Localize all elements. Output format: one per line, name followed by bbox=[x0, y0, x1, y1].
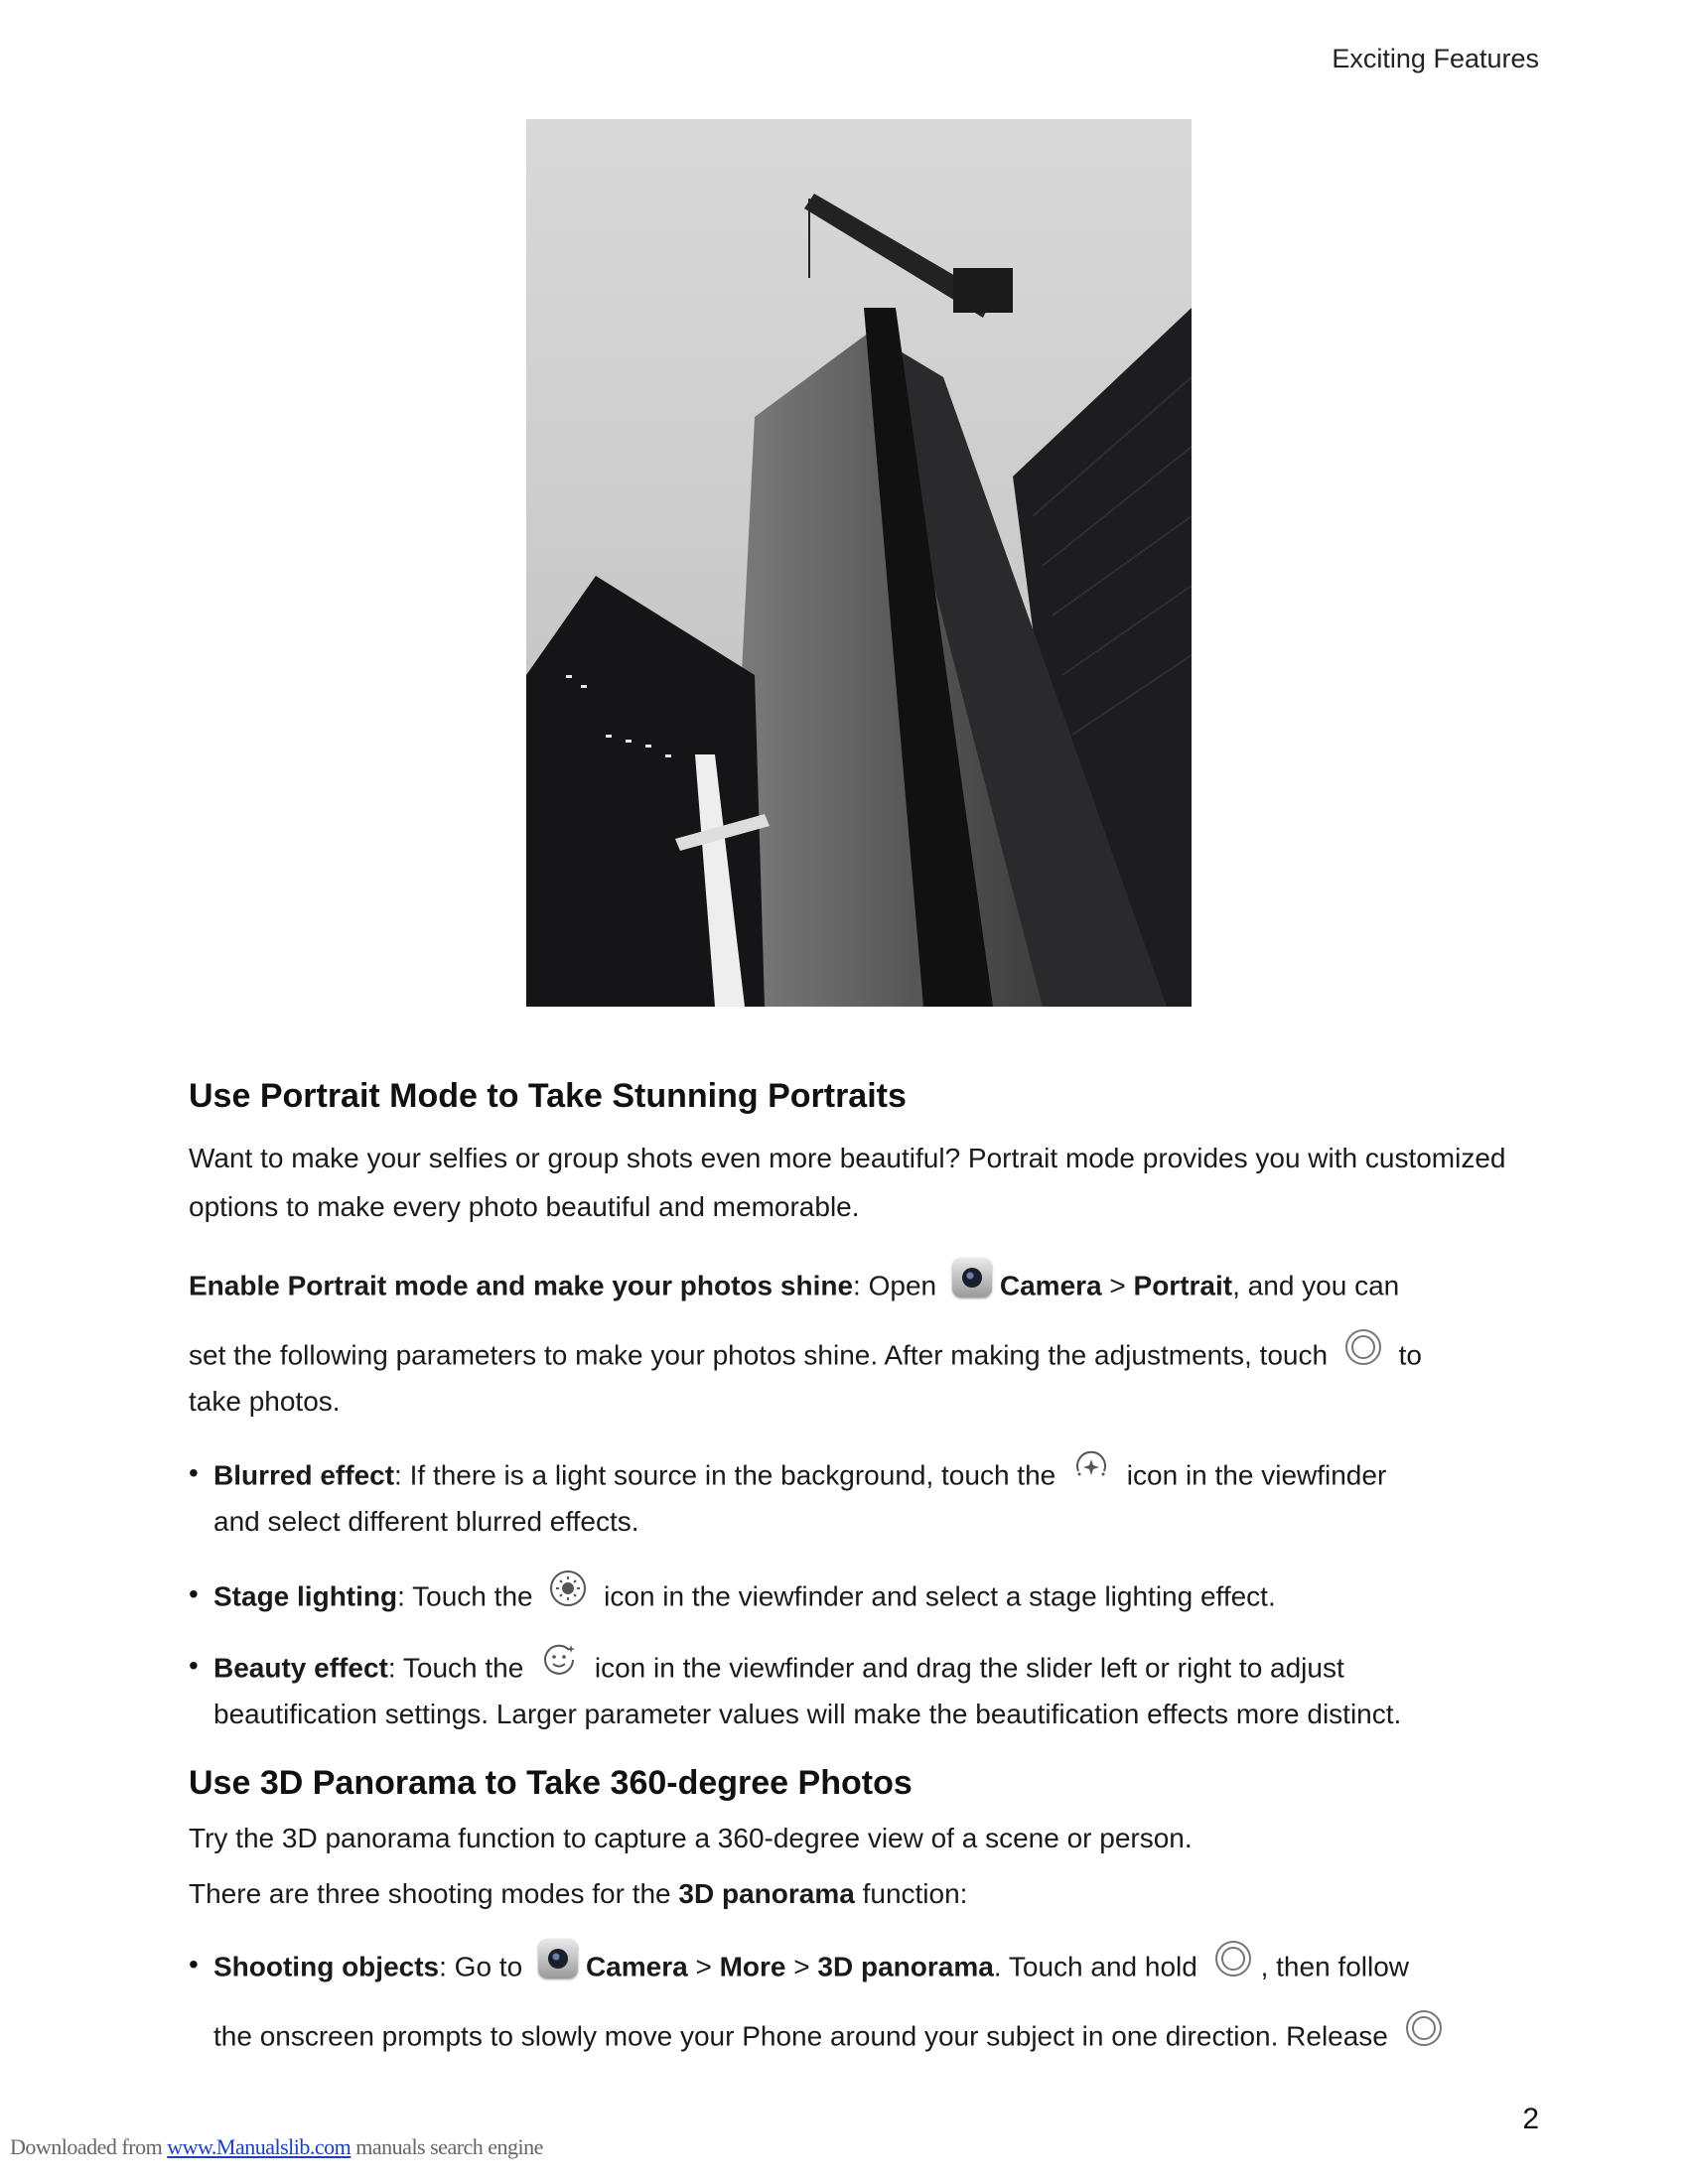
bullet-beauty-effect-line-2: beautification settings. Larger parameter values will make the beautification effects more distinct. bbox=[213, 1699, 1402, 1729]
then-text: , then follow bbox=[1260, 1951, 1410, 1982]
bullet-term: Blurred effect bbox=[213, 1459, 395, 1491]
hold-text: . Touch and hold bbox=[993, 1951, 1197, 1982]
bullet-text: icon in the viewfinder bbox=[1126, 1459, 1387, 1491]
bullet-dot: • bbox=[189, 1457, 199, 1488]
enable-portrait-line bbox=[189, 1268, 1549, 1307]
bullet-text: : If there is a light source in the background, touch the bbox=[394, 1459, 1056, 1491]
bullet-term: Stage lighting bbox=[213, 1580, 398, 1612]
footer-suffix: manuals search engine bbox=[355, 2134, 543, 2159]
bullet-term: Shooting objects bbox=[213, 1951, 440, 1982]
bullet-beauty-effect bbox=[213, 1650, 1574, 1690]
shutter-icon bbox=[1213, 1939, 1253, 1979]
intro2-bold: 3D panorama bbox=[678, 1878, 855, 1909]
camera-label: Camera bbox=[999, 1270, 1102, 1301]
portrait-intro-paragraph: Want to make your selfies or group shots even more beautiful? Portrait mode provides you with customized options to make every photo beautiful and memorable. bbox=[189, 1143, 1506, 1222]
section-header: Exciting Features bbox=[1332, 44, 1539, 73]
bullet-text: : Touch the bbox=[387, 1652, 524, 1684]
camera-app-icon bbox=[952, 1258, 992, 1297]
enable-portrait-lead: Enable Portrait mode and make your photos shine bbox=[189, 1270, 854, 1301]
open-text: : Open bbox=[853, 1270, 937, 1301]
enable-line2-to: to bbox=[1398, 1339, 1422, 1371]
separator: > bbox=[1109, 1270, 1126, 1301]
bullet-dot: • bbox=[189, 1578, 199, 1609]
bullet-dot: • bbox=[189, 1949, 199, 1979]
intro2-text-end: function: bbox=[862, 1878, 968, 1909]
aperture-icon bbox=[1071, 1447, 1111, 1487]
bullet-blurred-effect-line-2: and select different blurred effects. bbox=[213, 1506, 639, 1537]
more-label: More bbox=[719, 1951, 786, 1982]
panorama-intro-1: Try the 3D panorama function to capture a 360-degree view of a scene or person. bbox=[189, 1823, 1193, 1853]
bullet-blurred-effect bbox=[213, 1457, 1574, 1497]
beauty-icon bbox=[539, 1640, 579, 1680]
intro2-text: There are three shooting modes for the bbox=[189, 1878, 671, 1909]
download-footer bbox=[10, 2134, 543, 2160]
page-number: 2 bbox=[1522, 2103, 1539, 2135]
section-heading-portrait: Use Portrait Mode to Take Stunning Portraits bbox=[189, 1077, 907, 1115]
footer-prefix: Downloaded from bbox=[10, 2134, 163, 2159]
camera-app-icon bbox=[538, 1939, 578, 1979]
panorama-label: 3D panorama bbox=[817, 1951, 994, 1982]
bullet-stage-lighting bbox=[213, 1578, 1574, 1618]
camera-label: Camera bbox=[585, 1951, 688, 1982]
stage-lighting-icon bbox=[548, 1569, 588, 1608]
panorama-intro-2 bbox=[189, 1878, 1549, 1910]
building-crane-photo bbox=[526, 119, 1192, 1007]
enable-portrait-line-2 bbox=[189, 1337, 1549, 1377]
enable-line2-text: set the following parameters to make your photos shine. After making the adjustments, touch bbox=[189, 1339, 1329, 1371]
bullet-text: icon in the viewfinder and select a stage lighting effect. bbox=[604, 1580, 1276, 1612]
bullet-text: the onscreen prompts to slowly move your Phone around your subject in one direction. Release bbox=[213, 2020, 1388, 2052]
bullet-shooting-objects bbox=[213, 1949, 1574, 1988]
bullet-text: icon in the viewfinder and drag the slider left or right to adjust bbox=[594, 1652, 1344, 1684]
bullet-dot: • bbox=[189, 1650, 199, 1681]
enable-portrait-line-3: take photos. bbox=[189, 1386, 341, 1417]
separator: > bbox=[793, 1951, 810, 1982]
shutter-icon bbox=[1404, 2008, 1444, 2048]
section-heading-3d-panorama: Use 3D Panorama to Take 360-degree Photos bbox=[189, 1764, 913, 1802]
bullet-shooting-objects-line-2 bbox=[213, 2018, 1574, 2058]
manualslib-link[interactable]: www.Manualslib.com bbox=[167, 2134, 352, 2159]
bullet-text: : Touch the bbox=[397, 1580, 533, 1612]
portrait-label: Portrait bbox=[1133, 1270, 1233, 1301]
separator: > bbox=[695, 1951, 712, 1982]
goto-text: : Go to bbox=[439, 1951, 523, 1982]
shutter-icon bbox=[1343, 1327, 1383, 1367]
bullet-term: Beauty effect bbox=[213, 1652, 388, 1684]
enable-rest: , and you can bbox=[1232, 1270, 1400, 1301]
